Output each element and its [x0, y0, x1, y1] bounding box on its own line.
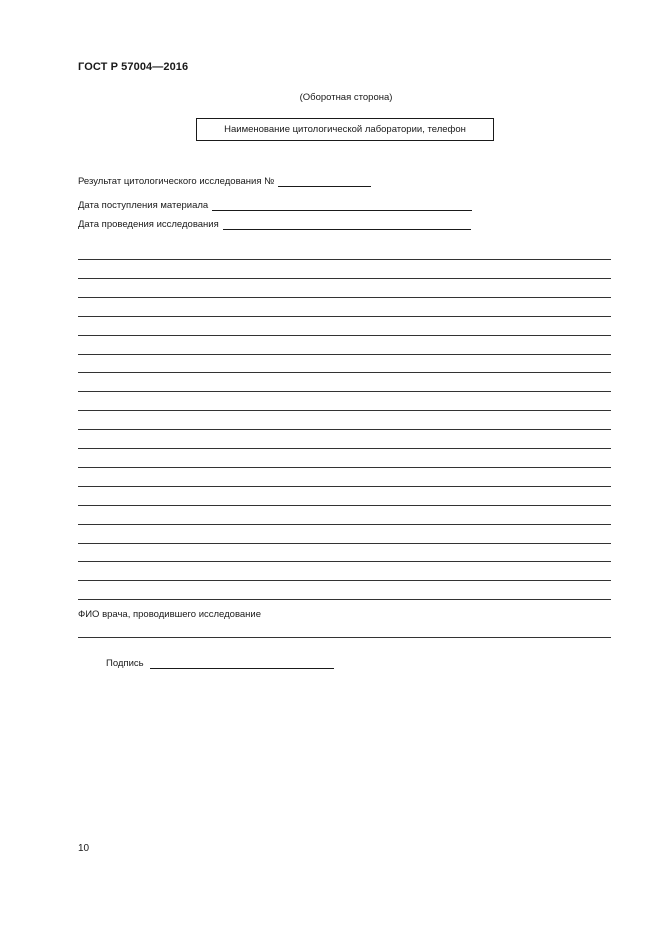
result-line — [78, 372, 611, 373]
result-line — [78, 335, 611, 336]
performed-date-field — [78, 219, 471, 230]
result-line — [78, 278, 611, 279]
doctor-name-label: ФИО врача, проводившего исследование — [78, 609, 262, 620]
signature-field — [106, 658, 334, 669]
signature-blank — [150, 659, 334, 669]
result-line — [78, 561, 611, 562]
result-line — [78, 524, 611, 525]
result-line — [78, 543, 611, 544]
result-number-field — [78, 176, 371, 187]
result-line — [78, 486, 611, 487]
doctor-name-line — [78, 637, 611, 638]
result-line — [78, 580, 611, 581]
result-line — [78, 467, 611, 468]
received-date-label: Дата поступления материала — [78, 200, 209, 211]
laboratory-name-text: Наименование цитологической лаборатории, телефон — [224, 124, 466, 135]
result-line — [78, 391, 611, 392]
document-standard-title: ГОСТ Р 57004—2016 — [78, 61, 189, 73]
received-date-blank — [212, 201, 472, 211]
received-date-field — [78, 200, 472, 211]
result-line — [78, 429, 611, 430]
result-number-label: Результат цитологического исследования № — [78, 176, 275, 187]
result-line — [78, 316, 611, 317]
page-side-label — [0, 92, 661, 103]
laboratory-name-box — [196, 118, 494, 141]
result-line — [78, 259, 611, 260]
result-number-blank — [278, 177, 371, 187]
result-line — [78, 354, 611, 355]
result-line — [78, 410, 611, 411]
signature-label: Подпись — [106, 658, 144, 669]
result-line — [78, 505, 611, 506]
result-line — [78, 297, 611, 298]
performed-date-label: Дата проведения исследования — [78, 219, 219, 230]
result-line — [78, 448, 611, 449]
side-label-text: (Оборотная сторона) — [299, 92, 393, 103]
result-line — [78, 599, 611, 600]
performed-date-blank — [223, 220, 471, 230]
page-number: 10 — [78, 843, 90, 854]
